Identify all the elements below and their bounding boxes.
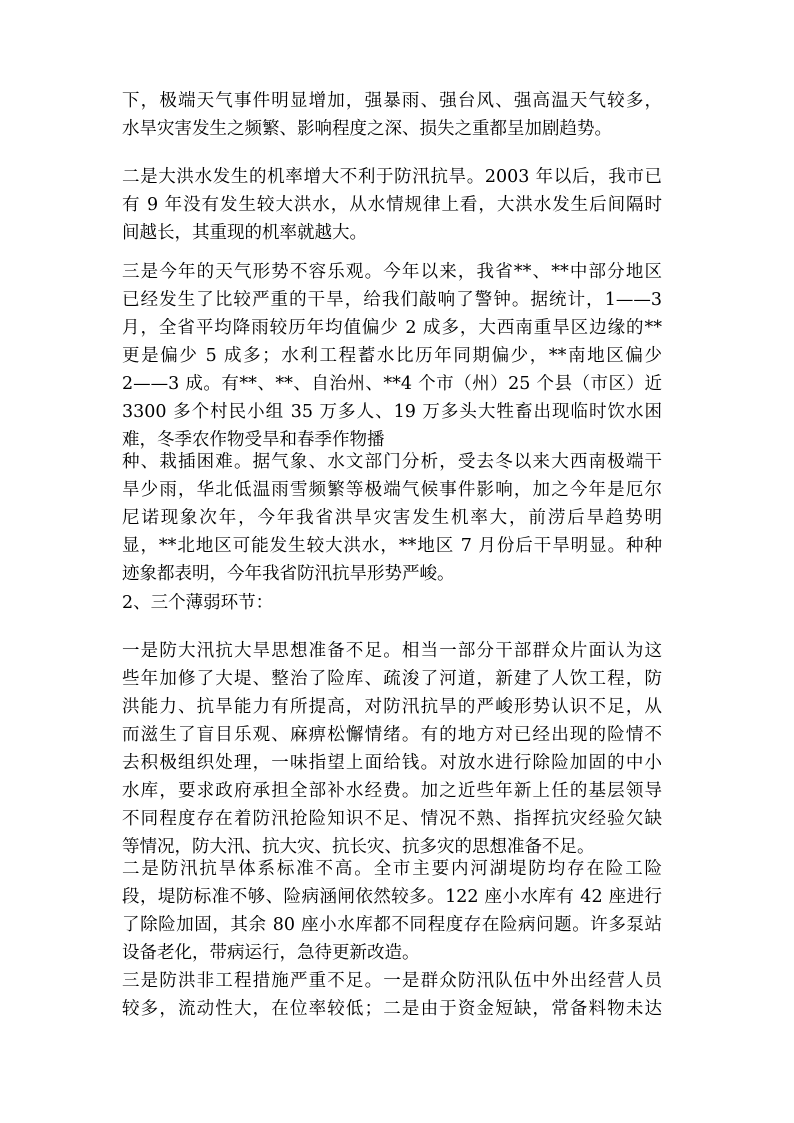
- text-line: 三是今年的天气形势不容乐观。今年以来，我省**、**中部分地区: [122, 262, 662, 282]
- text-line: 了除险加固，其余 80 座小水库都不同程度存在险病问题。许多泵站: [122, 915, 662, 935]
- paragraph-3: [122, 258, 662, 454]
- text-line: 种、栽插困难。据气象、水文部门分析，受去冬以来大西南极端干: [122, 452, 662, 472]
- text-line: 已经发生了比较严重的干旱，给我们敲响了警钟。据统计，1——3: [122, 290, 662, 310]
- text-line: 一是防大汛抗大旱思想准备不足。相当一部分干部群众片面认为这: [122, 641, 662, 661]
- text-line: 等情况，防大汛、抗大灾、抗长灾、抗多灾的思想准备不足。: [122, 837, 595, 857]
- text-line: 设备老化，带病运行，急待更新改造。: [122, 943, 420, 963]
- text-line: 不同程度存在着防汛抢险知识不足、情况不熟、指挥抗灾经验欠缺: [122, 809, 662, 829]
- paragraph-4: [122, 448, 662, 588]
- text-line: 而滋生了盲目乐观、麻痹松懈情绪。有的地方对已经出现的险情不: [122, 725, 662, 745]
- text-line: 下，极端天气事件明显增加，强暴雨、强台风、强高温天气较多，: [122, 91, 662, 111]
- text-line: 旱少雨，华北低温雨雪频繁等极端气候事件影响，加之今年是厄尔: [122, 480, 662, 500]
- section-heading: [122, 589, 662, 617]
- text-line: 洪能力、抗旱能力有所提高，对防汛抗旱的严峻形势认识不足，从: [122, 697, 662, 717]
- text-line: 三是防洪非工程措施严重不足。一是群众防汛队伍中外出经营人员: [122, 971, 662, 991]
- text-line: 较多，流动性大，在位率较低；二是由于资金短缺，常备料物未达: [122, 999, 662, 1019]
- text-line: 2——3 成。有**、**、自治州、**4 个市（州）25 个县（市区）近: [122, 374, 662, 394]
- text-line: 二是大洪水发生的机率增大不利于防汛抗旱。2003 年以后，我市已: [122, 167, 662, 187]
- paragraph-6: [122, 855, 662, 967]
- text-line: 段，堤防标准不够、险病涵闸依然较多。122 座小水库有 42 座进行: [122, 887, 662, 907]
- text-line: 有 9 年没有发生较大洪水，从水情规律上看，大洪水发生后间隔时: [122, 195, 662, 215]
- section-heading-text: 2、三个薄弱环节：: [122, 593, 274, 613]
- text-line: 更是偏少 5 成多；水利工程蓄水比历年同期偏少，**南地区偏少: [122, 346, 662, 366]
- text-line: 二是防汛抗旱体系标准不高。全市主要内河湖堤防均存在险工险: [122, 859, 662, 879]
- paragraph-1: [122, 87, 662, 143]
- paragraph-2: [122, 163, 662, 247]
- text-line: 显，**北地区可能发生较大洪水，**地区 7 月份后干旱明显。种种: [122, 536, 662, 556]
- text-line: 3300 多个村民小组 35 万多人、19 万多头大牲畜出现临时饮水困: [122, 402, 662, 422]
- text-line: 水库，要求政府承担全部补水经费。加之近些年新上任的基层领导: [122, 781, 662, 801]
- paragraph-7: [122, 967, 662, 1023]
- text-line: 些年加修了大堤、整治了险库、疏浚了河道，新建了人饮工程，防: [122, 669, 662, 689]
- text-line: 迹象都表明，今年我省防汛抗旱形势严峻。: [122, 564, 455, 584]
- text-line: 间越长，其重现的机率就越大。: [122, 223, 367, 243]
- text-line: 尼诺现象次年，今年我省洪旱灾害发生机率大，前涝后旱趋势明: [122, 508, 662, 528]
- paragraph-5: [122, 637, 662, 861]
- text-line: 月，全省平均降雨较历年均值偏少 2 成多，大西南重旱区边缘的**: [122, 318, 662, 338]
- text-line: 难，冬季农作物受旱和春季作物播: [122, 430, 385, 450]
- text-line: 去积极组织处理，一味指望上面给钱。对放水进行除险加固的中小: [122, 753, 662, 773]
- text-line: 水旱灾害发生之频繁、影响程度之深、损失之重都呈加剧趋势。: [122, 119, 612, 139]
